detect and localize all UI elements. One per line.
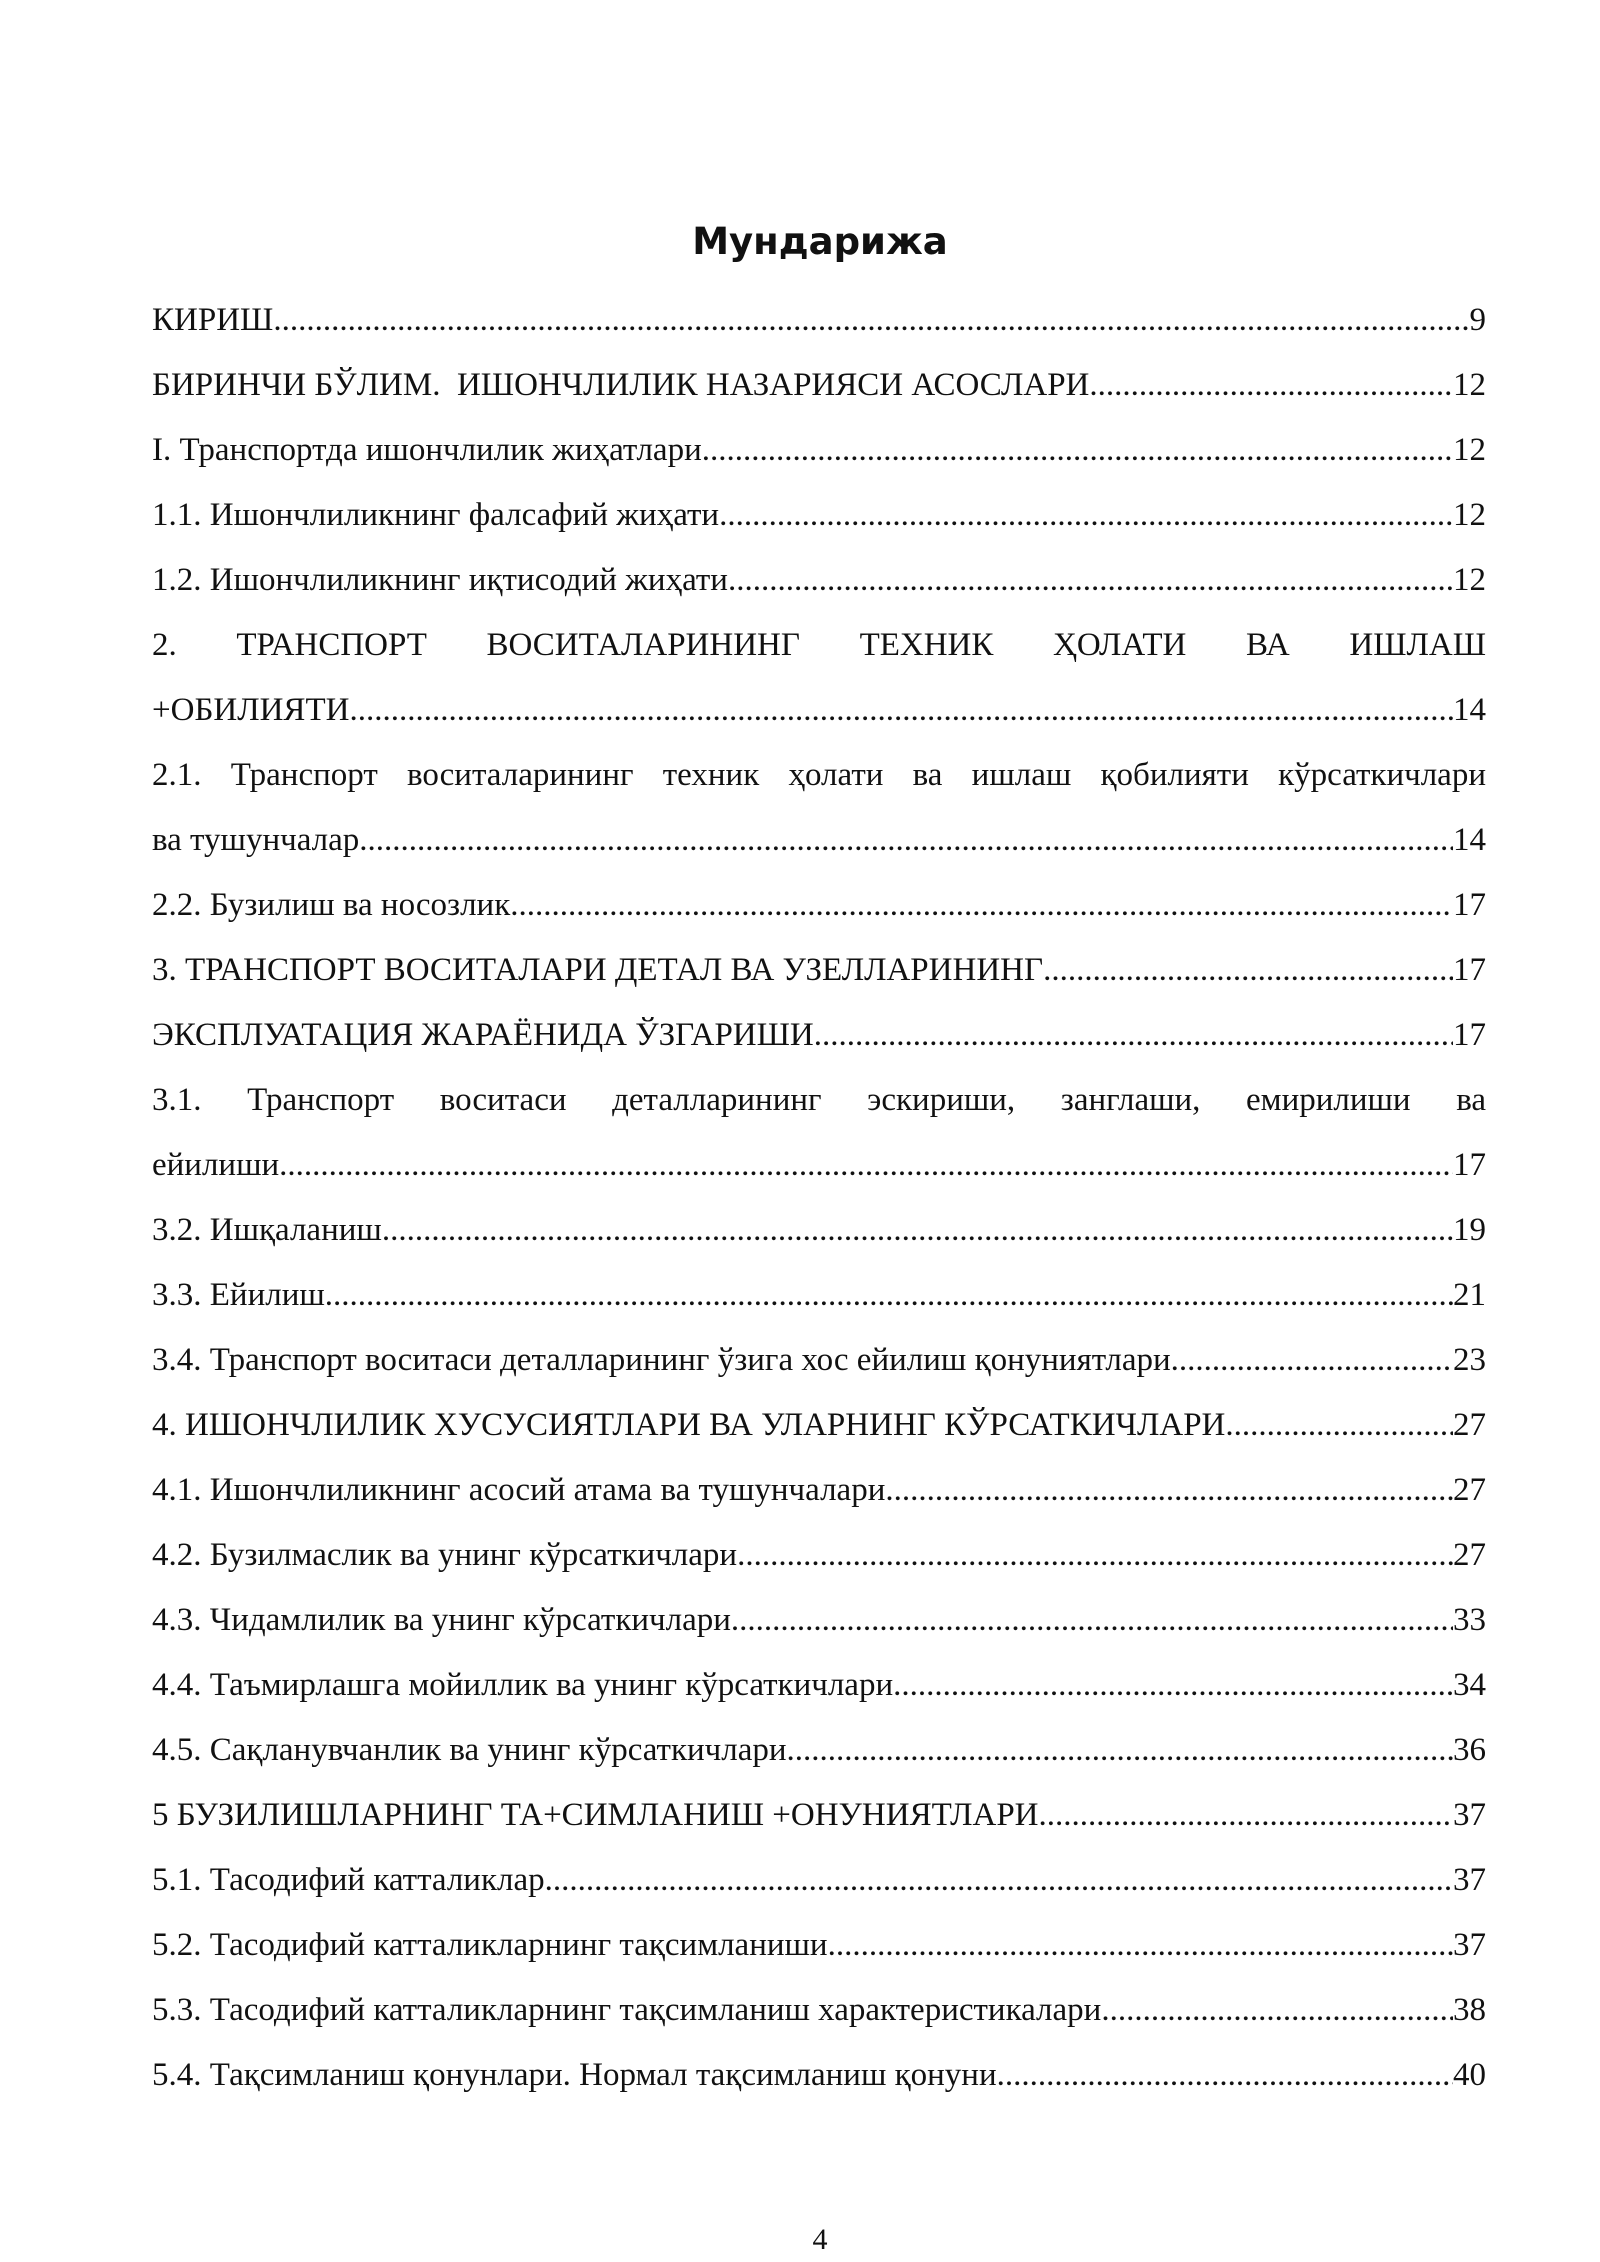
toc-leader-dots (349, 678, 1453, 743)
toc-entry[interactable] (152, 1653, 1486, 1718)
toc-entry-title: ЭКСПЛУАТАЦИЯ ЖАРАЁНИДА ЎЗГАРИШИ (152, 1017, 814, 1053)
toc-entry-page: 37 (1453, 1862, 1486, 1898)
toc-leader-dots (893, 1653, 1453, 1718)
toc-entry[interactable] (152, 1523, 1486, 1588)
toc-entry-page: 17 (1453, 1017, 1486, 1053)
toc-entry-title: БИРИНЧИ БЎЛИМ. ИШОНЧЛИЛИК НАЗАРИЯСИ АСОСЛАРИ (152, 367, 1090, 403)
toc-entry[interactable] (152, 418, 1486, 483)
toc-entry-title: 2.2. Бузилиш ва носозлик (152, 887, 511, 923)
toc-leader-dots (510, 873, 1453, 938)
toc-entry-title: 1.2. Ишончлиликнинг иқтисодий жиҳати (152, 562, 728, 598)
table-of-contents (152, 288, 1486, 2108)
toc-leader-dots (279, 1133, 1453, 1198)
toc-entry-title: I. Транспортда ишончлилик жиҳатлари (152, 432, 702, 468)
toc-entry-title: 5.2. Тасодифий катталикларнинг тақсимланиши (152, 1927, 828, 1963)
toc-leader-dots (728, 548, 1453, 613)
toc-entry-page: 19 (1453, 1212, 1486, 1248)
toc-entry[interactable] (152, 1588, 1486, 1653)
toc-leader-dots (1171, 1328, 1453, 1393)
toc-entry[interactable] (152, 288, 1486, 353)
toc-entry[interactable] (152, 548, 1486, 613)
toc-entry[interactable] (152, 1913, 1486, 1978)
toc-entry-page: 37 (1453, 1927, 1486, 1963)
toc-leader-dots (731, 1588, 1453, 1653)
toc-entry[interactable] (152, 1003, 1486, 1068)
toc-entry[interactable] (152, 353, 1486, 418)
toc-entry-title: ейилиши (152, 1147, 280, 1183)
toc-entry-page: 17 (1453, 1147, 1486, 1183)
toc-entry[interactable] (152, 1393, 1486, 1458)
toc-entry[interactable] (152, 678, 1486, 743)
toc-leader-dots (885, 1458, 1453, 1523)
toc-leader-dots (1039, 1783, 1453, 1848)
toc-entry-page: 33 (1453, 1602, 1486, 1638)
toc-leader-dots (787, 1718, 1453, 1783)
page-number: 4 (812, 2223, 828, 2256)
toc-entry-title: 3.4. Транспорт воситаси деталларининг ўзига хос ейилиш қонуниятлари (152, 1342, 1171, 1378)
toc-entry-title: 5.4. Тақсимланиш қонунлари. Нормал тақсимланиш қонуни (152, 2057, 997, 2093)
toc-entry-title: 4.2. Бузилмаслик ва унинг кўрсаткичлари (152, 1537, 738, 1573)
toc-entry-title: +ОБИЛИЯТИ (152, 692, 350, 728)
toc-leader-dots (814, 1003, 1453, 1068)
toc-entry-page: 21 (1453, 1277, 1486, 1313)
toc-entry-page: 40 (1453, 2057, 1486, 2093)
toc-leader-dots (1101, 1978, 1453, 2043)
toc-entry-page: 17 (1453, 887, 1486, 923)
toc-entry-title: 5.1. Тасодифий катталиклар (152, 1862, 545, 1898)
toc-entry[interactable] (152, 1263, 1486, 1328)
toc-leader-dots (702, 418, 1453, 483)
toc-entry-page: 12 (1453, 497, 1486, 533)
toc-entry[interactable] (152, 1848, 1486, 1913)
toc-entry-page: 34 (1453, 1667, 1486, 1703)
toc-entry-title: 4.3. Чидамлилик ва унинг кўрсаткичлари (152, 1602, 731, 1638)
toc-entry-page: 27 (1453, 1537, 1486, 1573)
toc-entry-page: 12 (1453, 432, 1486, 468)
toc-entry[interactable] (152, 483, 1486, 548)
toc-entry[interactable] (152, 1783, 1486, 1848)
toc-entry[interactable] (152, 1978, 1486, 2043)
toc-entry-page: 36 (1453, 1732, 1486, 1768)
toc-entry-title: 5 БУЗИЛИШЛАРНИНГ ТА+СИМЛАНИШ +ОНУНИЯТЛАРИ (152, 1797, 1039, 1833)
toc-leader-dots (325, 1263, 1453, 1328)
toc-leader-dots (737, 1523, 1453, 1588)
toc-entry-title: 4.4. Таъмирлашга мойиллик ва унинг кўрсаткичлари (152, 1667, 894, 1703)
toc-leader-dots (382, 1198, 1453, 1263)
toc-entry-page: 38 (1453, 1992, 1486, 2028)
toc-leader-dots (1043, 938, 1453, 1003)
toc-entry[interactable] (152, 1328, 1486, 1393)
toc-entry[interactable] (152, 938, 1486, 1003)
toc-entry-title: 1.1. Ишончлиликнинг фалсафий жиҳати (152, 497, 720, 533)
toc-entry-page: 12 (1453, 367, 1486, 403)
toc-entry-title: 3.2. Ишқаланиш (152, 1212, 382, 1248)
toc-leader-dots (273, 288, 1469, 353)
toc-entry-title: 5.3. Тасодифий катталикларнинг тақсимланиш характеристикалари (152, 1992, 1102, 2028)
toc-entry-title: КИРИШ (152, 302, 274, 338)
toc-leader-dots (1225, 1393, 1453, 1458)
toc-entry-page: 14 (1453, 822, 1486, 858)
toc-entry[interactable] (152, 1718, 1486, 1783)
toc-entry-title: 4.1. Ишончлиликнинг асосий атама ва тушунчалари (152, 1472, 886, 1508)
toc-entry-title: 3. ТРАНСПОРТ ВОСИТАЛАРИ ДЕТАЛ ВА УЗЕЛЛАРИНИНГ (152, 952, 1044, 988)
toc-entry-page: 9 (1469, 302, 1486, 338)
toc-entry-page: 23 (1453, 1342, 1486, 1378)
toc-entry-title: 4. ИШОНЧЛИЛИК ХУСУСИЯТЛАРИ ВА УЛАРНИНГ КЎРСАТКИЧЛАРИ (152, 1407, 1226, 1443)
toc-entry[interactable] (152, 1133, 1486, 1198)
toc-entry[interactable] (152, 873, 1486, 938)
toc-entry-page: 27 (1453, 1472, 1486, 1508)
toc-entry[interactable] (152, 1198, 1486, 1263)
toc-entry-title: 3.3. Ейилиш (152, 1277, 325, 1313)
toc-leader-dots (1089, 353, 1453, 418)
toc-leader-dots (545, 1848, 1453, 1913)
toc-entry-first-line[interactable]: 2.1. Транспорт воситаларининг техник ҳолати ва ишлаш қобилияти кўрсаткичлари (152, 757, 1486, 793)
toc-leader-dots (997, 2043, 1453, 2108)
toc-leader-dots (359, 808, 1453, 873)
toc-entry-page: 27 (1453, 1407, 1486, 1443)
toc-entry-page: 37 (1453, 1797, 1486, 1833)
toc-leader-dots (719, 483, 1453, 548)
toc-entry[interactable] (152, 2043, 1486, 2108)
toc-entry-title: ва тушунчалар (152, 822, 360, 858)
toc-entry-page: 17 (1453, 952, 1486, 988)
toc-entry[interactable] (152, 1458, 1486, 1523)
toc-entry-page: 14 (1453, 692, 1486, 728)
toc-entry[interactable] (152, 808, 1486, 873)
toc-entry-page: 12 (1453, 562, 1486, 598)
toc-entry-first-line[interactable]: 2. ТРАНСПОРТ ВОСИТАЛАРИНИНГ ТЕХНИК ҲОЛАТИ ВА ИШЛАШ (152, 627, 1486, 663)
toc-entry-title: 4.5. Сақланувчанлик ва унинг кўрсаткичлари (152, 1732, 787, 1768)
toc-title: Мундарижа (692, 220, 948, 263)
toc-leader-dots (828, 1913, 1453, 1978)
toc-entry-first-line[interactable]: 3.1. Транспорт воситаси деталларининг эскириши, занглаши, емирилиши ва (152, 1082, 1486, 1118)
